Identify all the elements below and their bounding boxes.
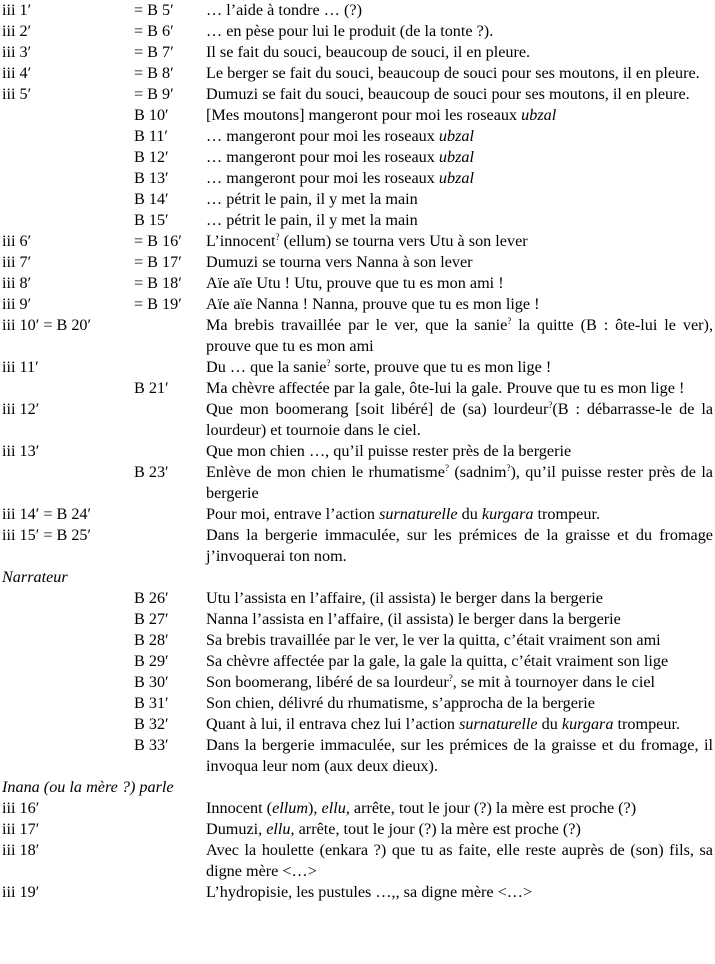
- text-segment: … mangeront pour moi les roseaux: [206, 127, 439, 145]
- text-segment: , arrête, tout le jour (?) la mère est proche (?): [345, 799, 637, 817]
- text-segment: L’innocent: [206, 232, 276, 250]
- italic-term: surnaturelle: [379, 505, 458, 523]
- translation-text: [206, 588, 715, 609]
- line-row: [0, 378, 715, 399]
- manuscript-a-line: iii 2′: [2, 22, 32, 40]
- text-segment: Sa chèvre affectée par la gale, la gale la quitta, c’était vraiment son lige: [206, 652, 669, 670]
- manuscript-a-line: iii 16′: [2, 799, 40, 817]
- text-segment: (B : débarrasse-le de la lourdeur) et tournoie dans le ciel.: [206, 400, 714, 439]
- text-segment: du: [537, 715, 562, 733]
- translation-text: [206, 0, 715, 21]
- text-segment: L’hydropisie, les pustules …,, sa digne mère <…>: [206, 883, 533, 901]
- text-segment: Son chien, délivré du rhumatisme, s’approcha de la bergerie: [206, 694, 595, 712]
- manuscript-b-line: = B 5′: [134, 1, 174, 19]
- translation-text: [206, 504, 715, 525]
- text-segment: Ma brebis travaillée par le ver, que la sanie: [206, 316, 508, 334]
- line-row: [0, 294, 715, 315]
- manuscript-b-line: = B 8′: [134, 64, 174, 82]
- text-segment: Dumuzi,: [206, 820, 267, 838]
- translation-text: [206, 294, 715, 315]
- italic-term: ellum: [272, 799, 309, 817]
- line-reference: iii 15′ = B 25′: [2, 526, 92, 544]
- text-segment: [Mes moutons] mangeront pour moi les roseaux: [206, 106, 522, 124]
- text-segment: Quant à lui, il entrava chez lui l’action: [206, 715, 460, 733]
- line-row: [0, 147, 715, 168]
- italic-term: surnaturelle: [459, 715, 538, 733]
- manuscript-a-line: iii 18′: [2, 841, 40, 859]
- translation-text: [206, 84, 715, 105]
- manuscript-b-line: = B 9′: [134, 85, 174, 103]
- line-row: [0, 588, 715, 609]
- line-row: [0, 882, 715, 903]
- line-row: [0, 168, 715, 189]
- translation-text: [206, 273, 715, 294]
- text-segment: Son boomerang, libéré de sa lourdeur: [206, 673, 449, 691]
- translation-text: [206, 315, 715, 357]
- line-row: [0, 189, 715, 210]
- text-segment: … pétrit le pain, il y met la main: [206, 211, 418, 229]
- line-row: [0, 210, 715, 231]
- line-row: [0, 462, 715, 504]
- line-row: [0, 231, 715, 252]
- text-segment: Le berger se fait du souci, beaucoup de souci pour ses moutons, il en pleure.: [206, 64, 700, 82]
- translation-text: [206, 714, 715, 735]
- translation-text: [206, 462, 715, 504]
- italic-term: ubzal: [438, 148, 474, 166]
- manuscript-b-line: = B 18′: [134, 274, 182, 292]
- translation-text: [206, 21, 715, 42]
- line-row: [0, 840, 715, 882]
- text-segment: (sadnim: [448, 463, 507, 481]
- translation-text: [206, 252, 715, 273]
- translation-text: [206, 231, 715, 252]
- manuscript-b-line: B 26′: [134, 589, 169, 607]
- text-segment: , se mit à tournoyer dans le ciel: [452, 673, 656, 691]
- text-segment: trompeur.: [613, 715, 680, 733]
- italic-term: kurgara: [481, 505, 534, 523]
- manuscript-b-line: = B 19′: [134, 295, 182, 313]
- uncertainty-mark: ?: [275, 232, 280, 242]
- italic-term: ubzal: [521, 106, 557, 124]
- manuscript-b-line: B 11′: [134, 127, 168, 145]
- translation-text: [206, 399, 715, 441]
- uncertainty-mark: ?: [444, 463, 449, 473]
- manuscript-b-line: B 23′: [134, 463, 169, 481]
- translation-text: [206, 840, 715, 882]
- text-segment: du: [457, 505, 482, 523]
- italic-term: kurgara: [561, 715, 614, 733]
- text-segment: Innocent (: [206, 799, 273, 817]
- text-segment: (ellum) se tourna vers Utu à son lever: [279, 232, 528, 250]
- text-segment: Avec la houlette (enkara ?) que tu as faite, elle reste auprès de (son) fils, sa digne mère <…>: [206, 841, 713, 880]
- manuscript-a-line: iii 4′: [2, 64, 32, 82]
- italic-term: ellu: [266, 820, 291, 838]
- manuscript-a-line: iii 9′: [2, 295, 32, 313]
- manuscript-b-line: B 31′: [134, 694, 169, 712]
- translation-text: [206, 42, 715, 63]
- manuscript-b-line: B 12′: [134, 148, 169, 166]
- translation-text: [206, 378, 715, 399]
- translation-text: [206, 147, 715, 168]
- translation-text: [206, 798, 715, 819]
- manuscript-b-line: B 21′: [134, 379, 169, 397]
- uncertainty-mark: ?: [448, 673, 453, 683]
- translation-text: [206, 630, 715, 651]
- manuscript-b-line: = B 17′: [134, 253, 182, 271]
- manuscript-a-line: iii 11′: [2, 358, 39, 376]
- text-segment: … mangeront pour moi les roseaux: [206, 169, 439, 187]
- manuscript-b-line: B 28′: [134, 631, 169, 649]
- text-segment: sorte, prouve que tu es mon lige !: [330, 358, 552, 376]
- line-row: [0, 630, 715, 651]
- manuscript-b-line: B 10′: [134, 106, 169, 124]
- line-row: [0, 84, 715, 105]
- text-segment: , arrête, tout le jour (?) la mère est proche (?): [290, 820, 581, 838]
- text-segment: … pétrit le pain, il y met la main: [206, 190, 418, 208]
- uncertainty-mark: ?: [548, 400, 553, 410]
- text-segment: trompeur.: [533, 505, 601, 523]
- line-row: [0, 798, 715, 819]
- translation-text: [206, 735, 715, 777]
- manuscript-a-line: iii 12′: [2, 400, 40, 418]
- manuscript-b-line: B 14′: [134, 190, 169, 208]
- translation-text: [206, 189, 715, 210]
- translation-text: [206, 609, 715, 630]
- text-segment: Que mon boomerang [soit libéré] de (sa) lourdeur: [206, 400, 549, 418]
- line-row: [0, 672, 715, 693]
- italic-term: ubzal: [438, 169, 474, 187]
- text-segment: Ma chèvre affectée par la gale, ôte-lui la gale. Prouve que tu es mon lige !: [206, 379, 685, 397]
- manuscript-a-line: iii 17′: [2, 820, 40, 838]
- text-segment: … l’aide à tondre … (?): [206, 1, 362, 19]
- line-row: [0, 357, 715, 378]
- text-segment: Aïe aïe Nanna ! Nanna, prouve que tu es mon lige !: [206, 295, 540, 313]
- text-segment: ),: [308, 799, 322, 817]
- manuscript-a-line: iii 13′: [2, 442, 40, 460]
- text-segment: Aïe aïe Utu ! Utu, prouve que tu es mon ami !: [206, 274, 504, 292]
- manuscript-a-line: iii 1′: [2, 1, 32, 19]
- translation-text: [206, 441, 715, 462]
- manuscript-a-line: iii 5′: [2, 85, 32, 103]
- manuscript-b-line: = B 6′: [134, 22, 174, 40]
- line-row: [0, 273, 715, 294]
- line-row: [0, 21, 715, 42]
- uncertainty-mark: ?: [507, 316, 512, 326]
- line-row: [0, 525, 715, 567]
- translation-text: [206, 357, 715, 378]
- line-reference: iii 14′ = B 24′: [2, 505, 92, 523]
- manuscript-a-line: iii 6′: [2, 232, 32, 250]
- manuscript-b-line: = B 7′: [134, 43, 174, 61]
- translation-text: [206, 693, 715, 714]
- text-segment: Pour moi, entrave l’action: [206, 505, 380, 523]
- text-segment: Dumuzi se tourna vers Nanna à son lever: [206, 253, 473, 271]
- manuscript-b-line: B 15′: [134, 211, 169, 229]
- translation-text: [206, 819, 715, 840]
- manuscript-a-line: iii 3′: [2, 43, 32, 61]
- manuscript-b-line: B 13′: [134, 169, 169, 187]
- line-row: [0, 63, 715, 84]
- text-segment: Utu l’assista en l’affaire, (il assista) le berger dans la bergerie: [206, 589, 603, 607]
- text-segment: Sa brebis travaillée par le ver, le ver la quitta, c’était vraiment son ami: [206, 631, 661, 649]
- italic-term: ubzal: [438, 127, 474, 145]
- manuscript-b-line: B 29′: [134, 652, 169, 670]
- section-heading: Inana (ou la mère ?) parle: [2, 778, 174, 796]
- manuscript-b-line: B 30′: [134, 673, 169, 691]
- line-reference: iii 10′ = B 20′: [2, 316, 92, 334]
- line-row: [0, 714, 715, 735]
- manuscript-a-line: iii 19′: [2, 883, 40, 901]
- translation-text: [206, 882, 715, 903]
- translation-text: [206, 672, 715, 693]
- text-segment: Dans la bergerie immaculée, sur les prémices de la graisse et du fromage j’invoquerai ton nom.: [206, 526, 713, 565]
- uncertainty-mark: ?: [506, 463, 511, 473]
- translation-text: [206, 210, 715, 231]
- line-row: [0, 441, 715, 462]
- line-row: [0, 399, 715, 441]
- line-row: [0, 819, 715, 840]
- text-segment: ), qu’il puisse rester près de la bergerie: [206, 463, 713, 502]
- line-row: [0, 651, 715, 672]
- translation-text: [206, 168, 715, 189]
- text-segment: Dumuzi se fait du souci, beaucoup de souci pour ses moutons, il en pleure.: [206, 85, 690, 103]
- manuscript-b-line: B 27′: [134, 610, 169, 628]
- line-row: [0, 105, 715, 126]
- text-segment: Dans la bergerie immaculée, sur les prémices de la graisse et du fromage, il invoqua leur nom (aux deux dieux).: [206, 736, 713, 775]
- text-segment: … en pèse pour lui le produit (de la tonte ?).: [206, 22, 494, 40]
- manuscript-b-line: B 32′: [134, 715, 169, 733]
- line-row: [0, 693, 715, 714]
- manuscript-a-line: iii 7′: [2, 253, 32, 271]
- section-heading: Narrateur: [2, 568, 68, 586]
- translation-text: [206, 105, 715, 126]
- translation-text: [206, 63, 715, 84]
- line-row: [0, 126, 715, 147]
- uncertainty-mark: ?: [326, 358, 331, 368]
- translation-text: [206, 651, 715, 672]
- text-segment: … mangeront pour moi les roseaux: [206, 148, 439, 166]
- line-row: [0, 42, 715, 63]
- manuscript-b-line: B 33′: [134, 736, 169, 754]
- text-segment: Nanna l’assista en l’affaire, (il assista) le berger dans la bergerie: [206, 610, 621, 628]
- translation-text: [206, 525, 715, 567]
- translation-text: [206, 126, 715, 147]
- text-segment: Du … que la sanie: [206, 358, 327, 376]
- text-segment: Que mon chien …, qu’il puisse rester près de la bergerie: [206, 442, 572, 460]
- text-segment: Enlève de mon chien le rhumatisme: [206, 463, 445, 481]
- line-row: [0, 252, 715, 273]
- line-row: [0, 609, 715, 630]
- manuscript-a-line: iii 8′: [2, 274, 32, 292]
- text-segment: Il se fait du souci, beaucoup de souci, il en pleure.: [206, 43, 531, 61]
- text-segment: la quitte (B : ôte-lui le ver), prouve que tu es mon ami: [206, 316, 713, 355]
- line-row: [0, 0, 715, 21]
- line-row: [0, 504, 715, 525]
- manuscript-b-line: = B 16′: [134, 232, 182, 250]
- italic-term: ellu: [321, 799, 346, 817]
- line-row: [0, 315, 715, 357]
- line-row: [0, 735, 715, 777]
